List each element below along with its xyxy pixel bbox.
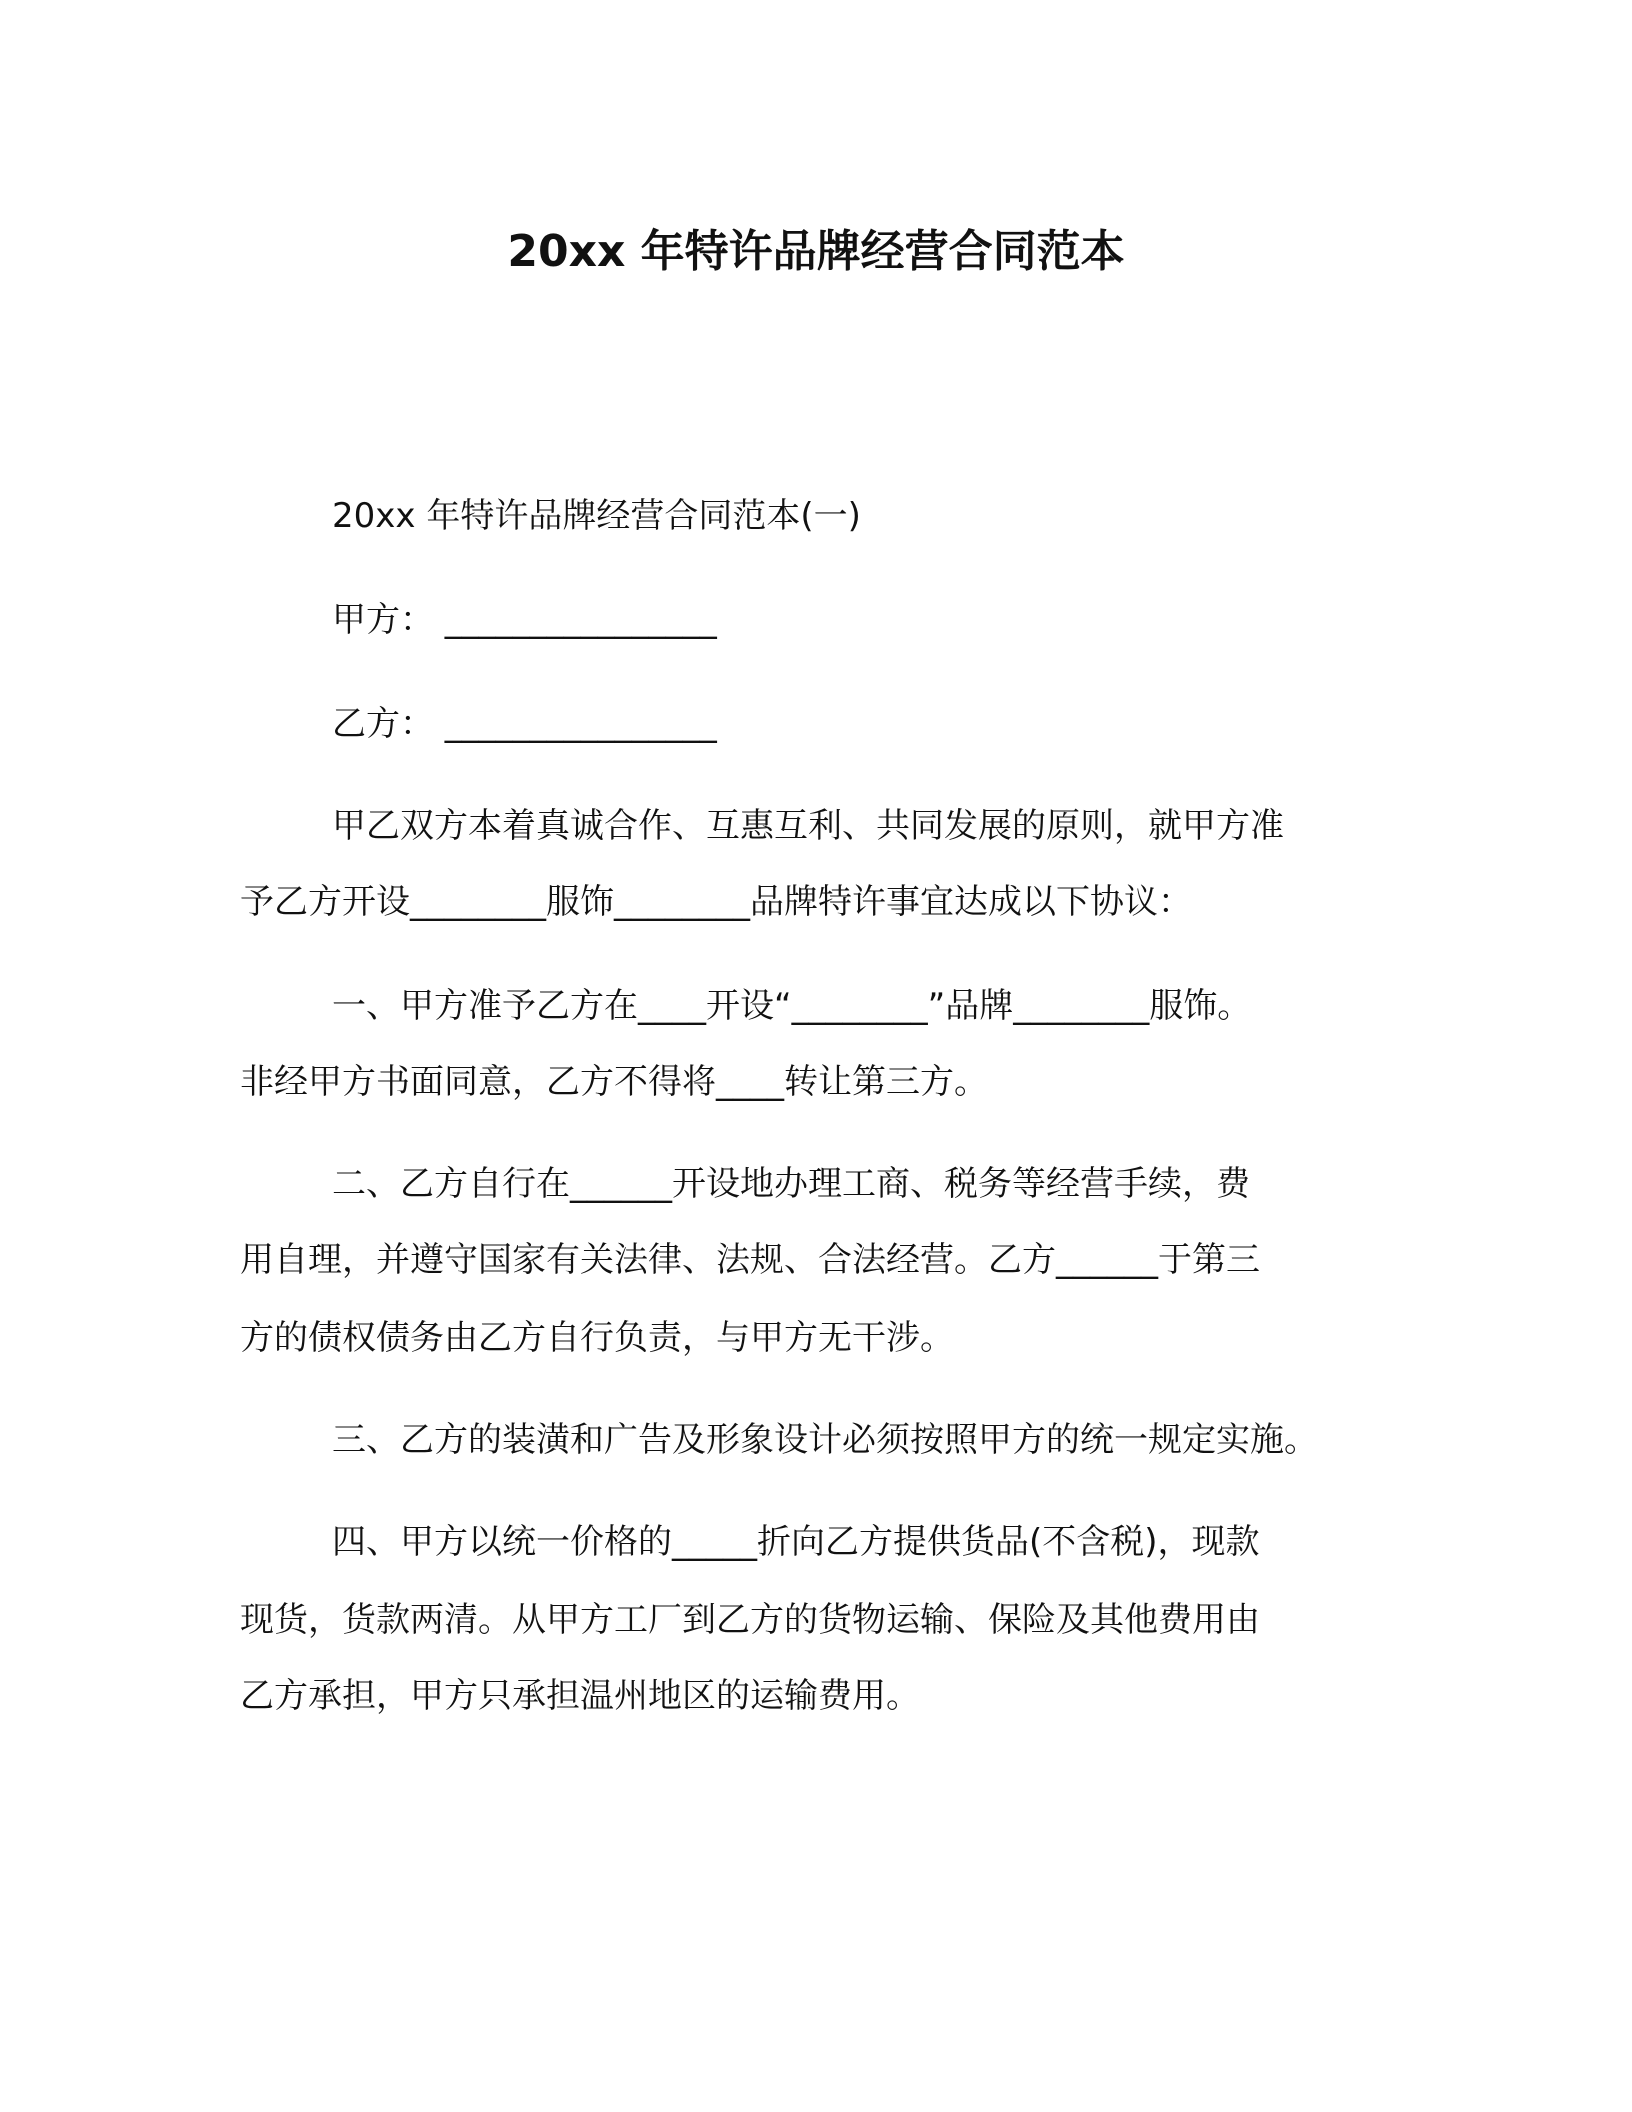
clause-1-line-1: 一、甲方准予乙方在____开设“________”品牌________服饰。 bbox=[332, 986, 1252, 1026]
document-title: 20xx 年特许品牌经营合同范本 bbox=[507, 226, 1125, 277]
clause-2-line-3: 方的债权债务由乙方自行负责，与甲方无干涉。 bbox=[240, 1318, 954, 1358]
preamble-line-1: 甲乙双方本着真诚合作、互惠互利、共同发展的原则，就甲方准 bbox=[332, 806, 1284, 846]
preamble-line-2: 予乙方开设________服饰________品牌特许事宜达成以下协议： bbox=[240, 882, 1192, 922]
clause-2-line-2: 用自理，并遵守国家有关法律、法规、合法经营。乙方______于第三 bbox=[240, 1240, 1260, 1280]
clause-4-line-3: 乙方承担，甲方只承担温州地区的运输费用。 bbox=[240, 1676, 920, 1716]
clause-3-line-1: 三、乙方的装潢和广告及形象设计必须按照甲方的统一规定实施。 bbox=[332, 1420, 1318, 1460]
clause-4-line-1: 四、甲方以统一价格的_____折向乙方提供货品(不含税)，现款 bbox=[332, 1522, 1260, 1562]
clause-2-line-1: 二、乙方自行在______开设地办理工商、税务等经营手续，费 bbox=[332, 1164, 1250, 1204]
clause-4-line-2: 现货，货款两清。从甲方工厂到乙方的货物运输、保险及其他费用由 bbox=[240, 1600, 1260, 1640]
party-a-line: 甲方： ________________ bbox=[332, 600, 717, 640]
party-b-line: 乙方： ________________ bbox=[332, 704, 717, 744]
document-subtitle: 20xx 年特许品牌经营合同范本(一) bbox=[332, 496, 861, 536]
clause-1-line-2: 非经甲方书面同意，乙方不得将____转让第三方。 bbox=[240, 1062, 988, 1102]
